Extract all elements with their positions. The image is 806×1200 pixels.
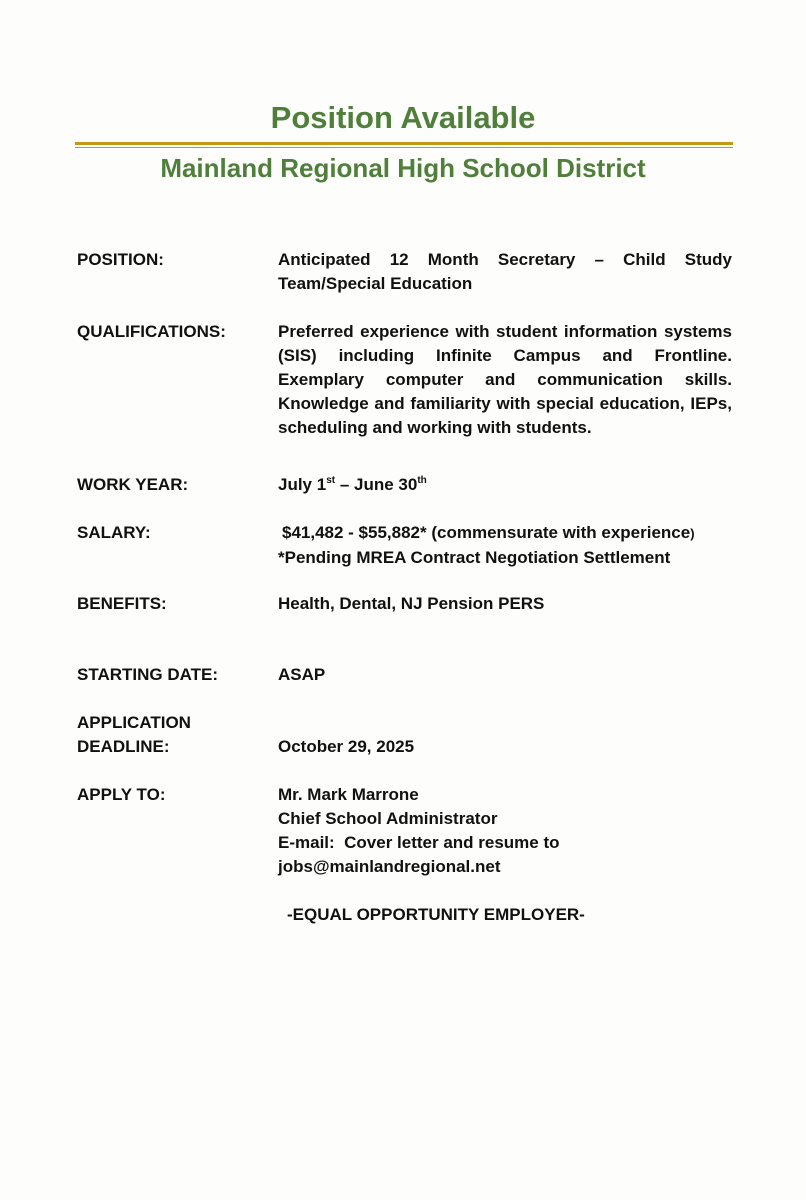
apply-to-value (278, 783, 732, 879)
deadline-label (77, 711, 267, 759)
work-year-value (278, 473, 732, 497)
starting-date-label: STARTING DATE: (77, 665, 219, 684)
benefits-value: Health, Dental, NJ Pension PERS (278, 594, 545, 613)
page-title: Position Available (270, 100, 536, 135)
work-year-end: June 30 (354, 475, 418, 494)
contact-instructions: E-mail: Cover letter and resume to (278, 833, 560, 852)
work-year-start: July 1 (278, 475, 327, 494)
deadline-label-line1: APPLICATION (77, 713, 191, 732)
salary-range-close: ) (690, 526, 695, 541)
work-year-end-suffix: th (417, 475, 427, 486)
work-year-label: WORK YEAR: (77, 475, 189, 494)
gold-divider (75, 142, 733, 148)
work-year-dash: – (335, 475, 355, 494)
contact-title: Chief School Administrator (278, 809, 498, 828)
apply-to-label: APPLY TO: (77, 785, 166, 804)
district-name: Mainland Regional High School District (160, 153, 646, 183)
contact-name: Mr. Mark Marrone (278, 785, 419, 804)
equal-opportunity-statement: -EQUAL OPPORTUNITY EMPLOYER- (287, 905, 585, 924)
salary-value (278, 521, 732, 570)
position-label: POSITION: (77, 250, 164, 269)
deadline-value: October 29, 2025 (278, 737, 415, 756)
qualifications-label: QUALIFICATIONS: (77, 322, 226, 341)
salary-label: SALARY: (77, 523, 151, 542)
deadline-label-line2: DEADLINE: (77, 737, 170, 756)
salary-note: *Pending MREA Contract Negotiation Settlement (278, 548, 671, 567)
contact-email[interactable]: jobs@mainlandregional.net (278, 857, 501, 876)
salary-range: $41,482 - $55,882* (commensurate with experience (282, 523, 691, 542)
qualifications-value: Preferred experience with student information systems (SIS) including Infinite Campus and Frontline. Exemplary computer and communication skills. Knowledge and familiarity with special education, IEPs, scheduling and working with students. (278, 322, 732, 437)
starting-date-value: ASAP (278, 665, 326, 684)
position-value: Anticipated 12 Month Secretary – Child Study Team/Special Education (278, 250, 732, 293)
benefits-label: BENEFITS: (77, 594, 167, 613)
work-year-start-suffix: st (326, 475, 336, 486)
